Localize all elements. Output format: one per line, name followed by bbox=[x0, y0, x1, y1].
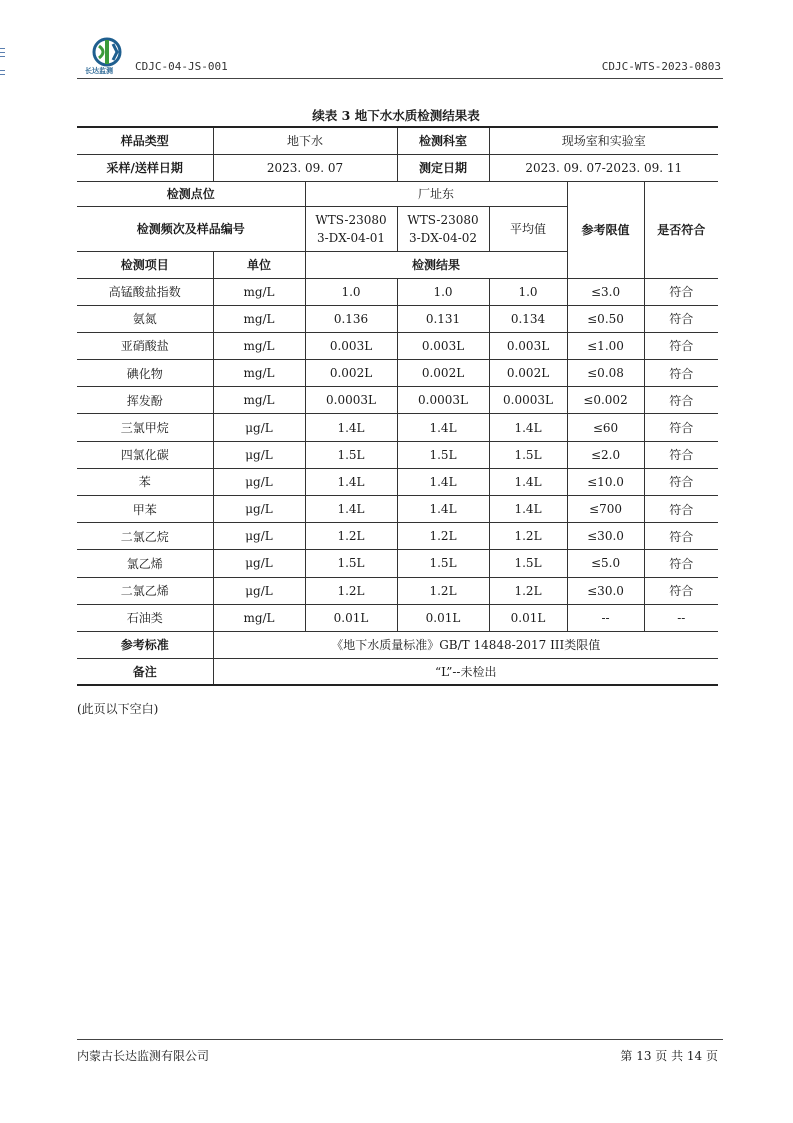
limit-cell: ≤3.0 bbox=[567, 278, 644, 305]
info-row bbox=[77, 127, 718, 154]
result-1-cell: 0.0003L bbox=[305, 387, 397, 414]
conform-cell: 符合 bbox=[644, 332, 718, 359]
unit-cell: μg/L bbox=[213, 550, 305, 577]
result-1-cell: 1.5L bbox=[305, 550, 397, 577]
result-2-cell: 1.2L bbox=[397, 523, 489, 550]
result-2-cell: 0.002L bbox=[397, 360, 489, 387]
result-2-cell: 1.4L bbox=[397, 496, 489, 523]
point-label: 检测点位 bbox=[77, 181, 305, 206]
conform-cell: 符合 bbox=[644, 577, 718, 604]
table-row bbox=[77, 523, 718, 550]
result-header: 检测结果 bbox=[305, 251, 567, 278]
item-cell: 高锰酸盐指数 bbox=[77, 278, 213, 305]
average-cell: 0.134 bbox=[489, 305, 567, 332]
point-value: 厂址东 bbox=[305, 181, 567, 206]
sample-id-1 bbox=[305, 206, 397, 251]
limit-cell: ≤0.50 bbox=[567, 305, 644, 332]
average-cell: 1.4L bbox=[489, 468, 567, 495]
reference-label: 参考标准 bbox=[77, 631, 213, 658]
item-cell: 碘化物 bbox=[77, 360, 213, 387]
table-row bbox=[77, 360, 718, 387]
reference-value: 《地下水质量标准》GB/T 14848-2017 III类限值 bbox=[213, 631, 718, 658]
item-cell: 亚硝酸盐 bbox=[77, 332, 213, 359]
conform-cell: 符合 bbox=[644, 441, 718, 468]
result-1-cell: 1.4L bbox=[305, 496, 397, 523]
result-2-cell: 1.4L bbox=[397, 468, 489, 495]
logo-text: 长达监测 bbox=[85, 67, 113, 75]
conform-cell: 符合 bbox=[644, 387, 718, 414]
conform-cell: 符合 bbox=[644, 414, 718, 441]
result-2-cell: 1.5L bbox=[397, 550, 489, 577]
unit-cell: mg/L bbox=[213, 387, 305, 414]
table-row bbox=[77, 577, 718, 604]
result-1-cell: 1.5L bbox=[305, 441, 397, 468]
sampling-date-value: 2023. 09. 07 bbox=[213, 154, 397, 181]
document-code: CDJC-04-JS-001 bbox=[135, 60, 228, 73]
conform-cell: 符合 bbox=[644, 278, 718, 305]
average-cell: 1.0 bbox=[489, 278, 567, 305]
unit-cell: mg/L bbox=[213, 360, 305, 387]
conform-cell: -- bbox=[644, 604, 718, 631]
item-cell: 甲苯 bbox=[77, 496, 213, 523]
limit-cell: ≤1.00 bbox=[567, 332, 644, 359]
sampling-date-label: 采样/送样日期 bbox=[77, 154, 213, 181]
conform-cell: 符合 bbox=[644, 468, 718, 495]
unit-header: 单位 bbox=[213, 251, 305, 278]
average-cell: 0.01L bbox=[489, 604, 567, 631]
test-date-label: 测定日期 bbox=[397, 154, 489, 181]
limit-cell: ≤0.002 bbox=[567, 387, 644, 414]
sample-id-2-line1: WTS-23080 bbox=[407, 212, 479, 227]
footer-divider bbox=[77, 1039, 723, 1040]
unit-cell: μg/L bbox=[213, 468, 305, 495]
unit-cell: μg/L bbox=[213, 523, 305, 550]
unit-cell: mg/L bbox=[213, 305, 305, 332]
average-cell: 0.002L bbox=[489, 360, 567, 387]
item-cell: 挥发酚 bbox=[77, 387, 213, 414]
scan-mark bbox=[0, 74, 5, 75]
average-cell: 1.4L bbox=[489, 414, 567, 441]
lab-label: 检测科室 bbox=[397, 127, 489, 154]
sample-id-1-line1: WTS-23080 bbox=[315, 212, 387, 227]
item-cell: 苯 bbox=[77, 468, 213, 495]
result-2-cell: 1.0 bbox=[397, 278, 489, 305]
item-cell: 三氯甲烷 bbox=[77, 414, 213, 441]
item-cell: 石油类 bbox=[77, 604, 213, 631]
remark-label: 备注 bbox=[77, 658, 213, 685]
result-2-cell: 0.131 bbox=[397, 305, 489, 332]
table-row bbox=[77, 496, 718, 523]
limit-cell: -- bbox=[567, 604, 644, 631]
result-1-cell: 1.0 bbox=[305, 278, 397, 305]
table-row bbox=[77, 387, 718, 414]
result-2-cell: 0.01L bbox=[397, 604, 489, 631]
table-row bbox=[77, 305, 718, 332]
unit-cell: μg/L bbox=[213, 414, 305, 441]
unit-cell: μg/L bbox=[213, 577, 305, 604]
sample-id-1-line2: 3-DX-04-01 bbox=[316, 230, 386, 245]
results-table bbox=[77, 126, 718, 686]
item-cell: 氯乙烯 bbox=[77, 550, 213, 577]
average-cell: 0.003L bbox=[489, 332, 567, 359]
scan-mark bbox=[0, 52, 5, 53]
page-header bbox=[77, 36, 723, 79]
conform-cell: 符合 bbox=[644, 523, 718, 550]
result-1-cell: 1.2L bbox=[305, 577, 397, 604]
table-row bbox=[77, 278, 718, 305]
table-row bbox=[77, 550, 718, 577]
scan-mark bbox=[0, 56, 5, 57]
result-2-cell: 1.2L bbox=[397, 577, 489, 604]
limit-cell: ≤700 bbox=[567, 496, 644, 523]
limit-cell: ≤2.0 bbox=[567, 441, 644, 468]
sample-id-2 bbox=[397, 206, 489, 251]
conform-cell: 符合 bbox=[644, 496, 718, 523]
result-1-cell: 0.01L bbox=[305, 604, 397, 631]
item-cell: 四氯化碳 bbox=[77, 441, 213, 468]
limit-header: 参考限值 bbox=[567, 181, 644, 278]
lab-value: 现场室和实验室 bbox=[489, 127, 718, 154]
result-2-cell: 0.0003L bbox=[397, 387, 489, 414]
item-cell: 二氯乙烯 bbox=[77, 577, 213, 604]
freq-label: 检测频次及样品编号 bbox=[77, 206, 305, 251]
footer-company: 内蒙古长达监测有限公司 bbox=[77, 1049, 210, 1063]
unit-cell: mg/L bbox=[213, 332, 305, 359]
average-cell: 1.2L bbox=[489, 523, 567, 550]
sample-type-value: 地下水 bbox=[213, 127, 397, 154]
remark-value: “L”--未检出 bbox=[213, 658, 718, 685]
table-row bbox=[77, 332, 718, 359]
item-cell: 氨氮 bbox=[77, 305, 213, 332]
result-1-cell: 0.136 bbox=[305, 305, 397, 332]
result-2-cell: 1.5L bbox=[397, 441, 489, 468]
blank-page-note: (此页以下空白) bbox=[77, 702, 159, 716]
result-1-cell: 1.4L bbox=[305, 468, 397, 495]
sample-type-label: 样品类型 bbox=[77, 127, 213, 154]
unit-cell: μg/L bbox=[213, 496, 305, 523]
page-number: 第 13 页 共 14 页 bbox=[620, 1049, 718, 1063]
limit-cell: ≤5.0 bbox=[567, 550, 644, 577]
table-title: 续表 3 地下水水质检测结果表 bbox=[312, 108, 480, 123]
result-2-cell: 1.4L bbox=[397, 414, 489, 441]
header-row bbox=[77, 181, 718, 206]
remark-row bbox=[77, 658, 718, 685]
average-cell: 1.5L bbox=[489, 550, 567, 577]
unit-cell: mg/L bbox=[213, 604, 305, 631]
average-cell: 1.4L bbox=[489, 496, 567, 523]
result-2-cell: 0.003L bbox=[397, 332, 489, 359]
table-row bbox=[77, 441, 718, 468]
conform-cell: 符合 bbox=[644, 360, 718, 387]
limit-cell: ≤10.0 bbox=[567, 468, 644, 495]
result-1-cell: 1.2L bbox=[305, 523, 397, 550]
unit-cell: μg/L bbox=[213, 441, 305, 468]
limit-cell: ≤60 bbox=[567, 414, 644, 441]
limit-cell: ≤30.0 bbox=[567, 523, 644, 550]
conform-header: 是否符合 bbox=[644, 181, 718, 278]
scan-mark bbox=[0, 48, 5, 49]
result-1-cell: 0.003L bbox=[305, 332, 397, 359]
table-row bbox=[77, 468, 718, 495]
conform-cell: 符合 bbox=[644, 550, 718, 577]
average-cell: 1.2L bbox=[489, 577, 567, 604]
limit-cell: ≤30.0 bbox=[567, 577, 644, 604]
reference-row bbox=[77, 631, 718, 658]
avg-header: 平均值 bbox=[489, 206, 567, 251]
table-row bbox=[77, 414, 718, 441]
item-cell: 二氯乙烷 bbox=[77, 523, 213, 550]
result-1-cell: 0.002L bbox=[305, 360, 397, 387]
table-row bbox=[77, 604, 718, 631]
limit-cell: ≤0.08 bbox=[567, 360, 644, 387]
average-cell: 1.5L bbox=[489, 441, 567, 468]
average-cell: 0.0003L bbox=[489, 387, 567, 414]
report-number: CDJC-WTS-2023-0803 bbox=[601, 60, 721, 73]
conform-cell: 符合 bbox=[644, 305, 718, 332]
item-header: 检测项目 bbox=[77, 251, 213, 278]
unit-cell: mg/L bbox=[213, 278, 305, 305]
sample-id-2-line2: 3-DX-04-02 bbox=[408, 230, 478, 245]
test-date-value: 2023. 09. 07-2023. 09. 11 bbox=[489, 154, 718, 181]
info-row bbox=[77, 154, 718, 181]
scan-mark bbox=[0, 70, 5, 71]
result-1-cell: 1.4L bbox=[305, 414, 397, 441]
